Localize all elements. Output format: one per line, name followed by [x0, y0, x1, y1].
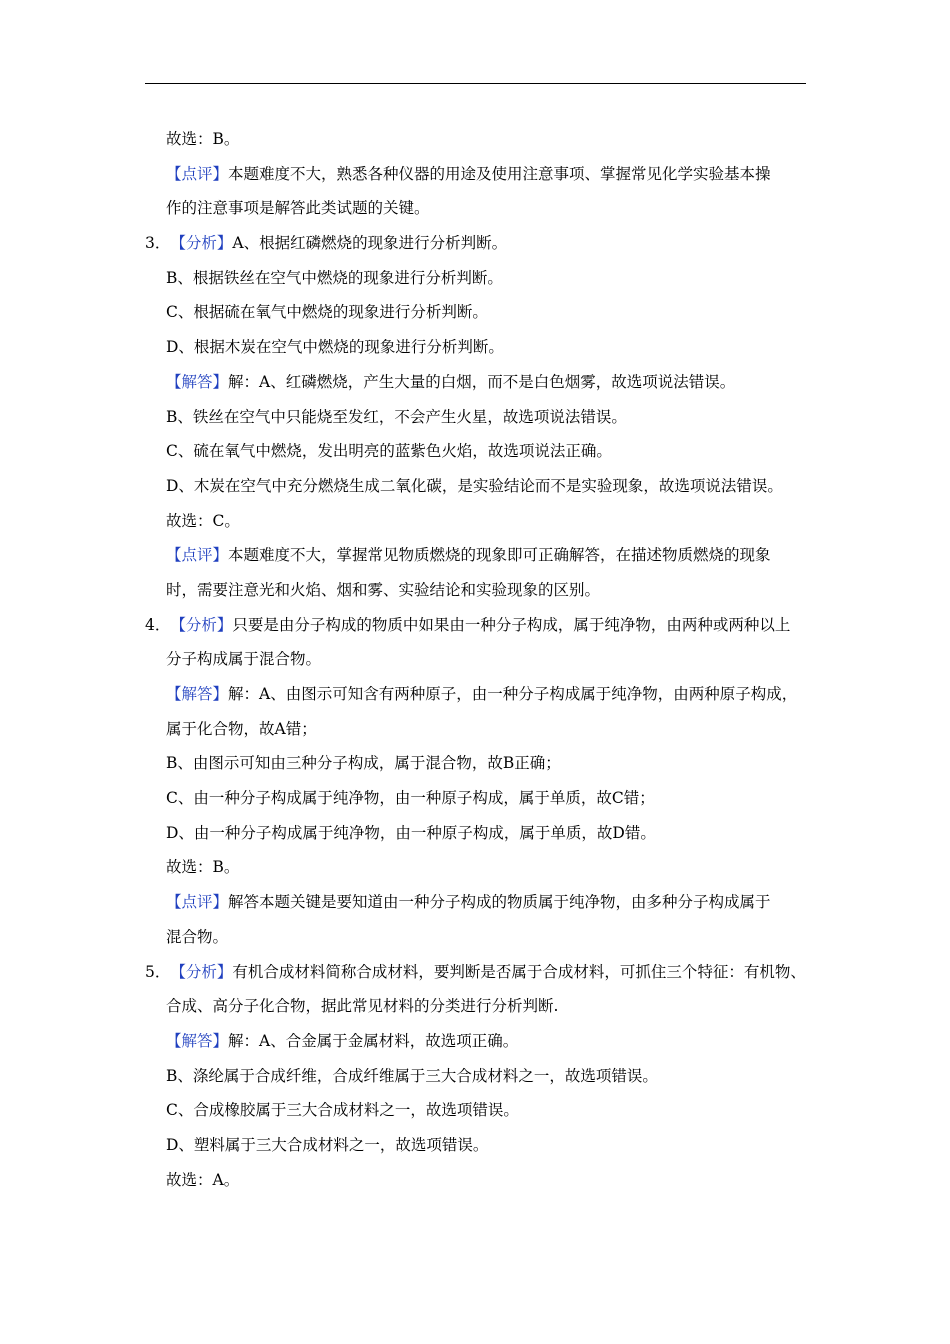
- line-text: B、铁丝在空气中只能烧至发红，不会产生火星，故选项说法错误。: [166, 407, 627, 426]
- line-text: 故选：C。: [166, 511, 240, 530]
- text-line: [145, 1027, 817, 1062]
- text-line: [145, 888, 817, 923]
- section-tag: 【解答】: [166, 372, 229, 391]
- line-text: C、由一种分子构成属于纯净物，由一种原子构成，属于单质，故C错；: [166, 789, 655, 808]
- line-text: 作的注意事项是解答此类试题的关键。: [166, 199, 430, 218]
- line-text: B、涤纶属于合成纤维，合成纤维属于三大合成材料之一，故选项错误。: [166, 1066, 658, 1085]
- line-text: 时，需要注意光和火焰、烟和雾、实验结论和实验现象的区别。: [166, 580, 601, 599]
- line-text: D、塑料属于三大合成材料之一，故选项错误。: [166, 1135, 489, 1154]
- text-line: [145, 194, 817, 229]
- text-line: [145, 992, 817, 1027]
- line-text: C、硫在氧气中燃烧，发出明亮的蓝紫色火焰，故选项说法正确。: [166, 442, 612, 461]
- line-text: 解：A、红磷燃烧，产生大量的白烟，而不是白色烟雾，故选项说法错误。: [228, 372, 736, 391]
- line-text: D、根据木炭在空气中燃烧的现象进行分析判断。: [166, 338, 504, 357]
- text-line: [145, 749, 817, 784]
- text-line: [145, 576, 817, 611]
- line-text: 只要是由分子构成的物质中如果由一种分子构成，属于纯净物，由两种或两种以上: [232, 615, 791, 634]
- line-text: 本题难度不大，熟悉各种仪器的用途及使用注意事项、掌握常见化学实验基本操: [228, 164, 771, 183]
- section-tag: 【解答】: [166, 685, 229, 703]
- section-tag: 【点评】: [166, 546, 229, 565]
- section-tag: 【解答】: [166, 1031, 229, 1050]
- line-text: 有机合成材料简称合成材料，要判断是否属于合成材料，可抓住三个特征：有机物、: [232, 962, 806, 981]
- text-line: [145, 368, 817, 403]
- line-text: A、根据红磷燃烧的现象进行分析判断。: [232, 234, 508, 253]
- text-line: [145, 437, 817, 472]
- line-text: 故选：B。: [166, 858, 240, 877]
- line-text: B、由图示可知由三种分子构成，属于混合物，故B正确；: [166, 754, 561, 773]
- text-line: [145, 472, 817, 507]
- line-text: C、根据硫在氧气中燃烧的现象进行分析判断。: [166, 303, 488, 322]
- solution-text: [145, 125, 817, 1200]
- text-line: [145, 298, 817, 333]
- text-line: [145, 645, 817, 680]
- text-line: [145, 923, 817, 958]
- text-line: [145, 853, 817, 888]
- text-line: [145, 1131, 817, 1166]
- text-line: [145, 333, 817, 368]
- line-text: 解答本题关键是要知道由一种分子构成的物质属于纯净物，由多种分子构成属于: [228, 893, 771, 912]
- text-line: [145, 403, 817, 438]
- line-text: 分子构成属于混合物。: [166, 650, 322, 669]
- line-text: 故选：B。: [166, 130, 240, 148]
- line-text: 混合物。: [166, 927, 229, 946]
- text-line: [145, 680, 817, 715]
- text-line: [145, 958, 817, 993]
- text-line: [145, 1096, 817, 1131]
- header-rule: [145, 83, 806, 84]
- text-line: [145, 611, 817, 646]
- line-text: D、由一种分子构成属于纯净物，由一种原子构成，属于单质，故D错。: [166, 823, 656, 842]
- line-text: C、合成橡胶属于三大合成材料之一，故选项错误。: [166, 1101, 519, 1120]
- text-line: [145, 715, 817, 750]
- line-text: D、木炭在空气中充分燃烧生成二氧化碳，是实验结论而不是实验现象，故选项说法错误。: [166, 476, 783, 495]
- text-line: [145, 784, 817, 819]
- text-line: [145, 1166, 817, 1201]
- text-line: [145, 125, 817, 160]
- line-text: 合成、高分子化合物，据此常见材料的分类进行分析判断.: [166, 997, 559, 1016]
- section-tag: 【点评】: [166, 164, 229, 183]
- text-line: [145, 264, 817, 299]
- item-number: 5．: [145, 962, 171, 981]
- text-line: [145, 160, 817, 195]
- text-line: [145, 819, 817, 854]
- item-number: 4．: [145, 615, 171, 634]
- text-line: [145, 541, 817, 576]
- line-text: 属于化合物，故A错；: [166, 719, 317, 738]
- line-text: 本题难度不大，掌握常见物质燃烧的现象即可正确解答，在描述物质燃烧的现象: [228, 546, 771, 565]
- text-line: [145, 507, 817, 542]
- line-text: 解：A、由图示可知含有两种原子，由一种分子构成属于纯净物，由两种原子构成，: [228, 685, 798, 703]
- line-text: 故选：A。: [166, 1170, 240, 1189]
- text-line: [145, 229, 817, 264]
- text-line: [145, 1062, 817, 1097]
- section-tag: 【分析】: [170, 962, 233, 981]
- section-tag: 【点评】: [166, 893, 229, 912]
- item-number: 3．: [145, 234, 171, 253]
- section-tag: 【分析】: [170, 615, 233, 634]
- line-text: B、根据铁丝在空气中燃烧的现象进行分析判断。: [166, 268, 503, 287]
- section-tag: 【分析】: [170, 234, 233, 253]
- line-text: 解：A、合金属于金属材料，故选项正确。: [228, 1031, 519, 1050]
